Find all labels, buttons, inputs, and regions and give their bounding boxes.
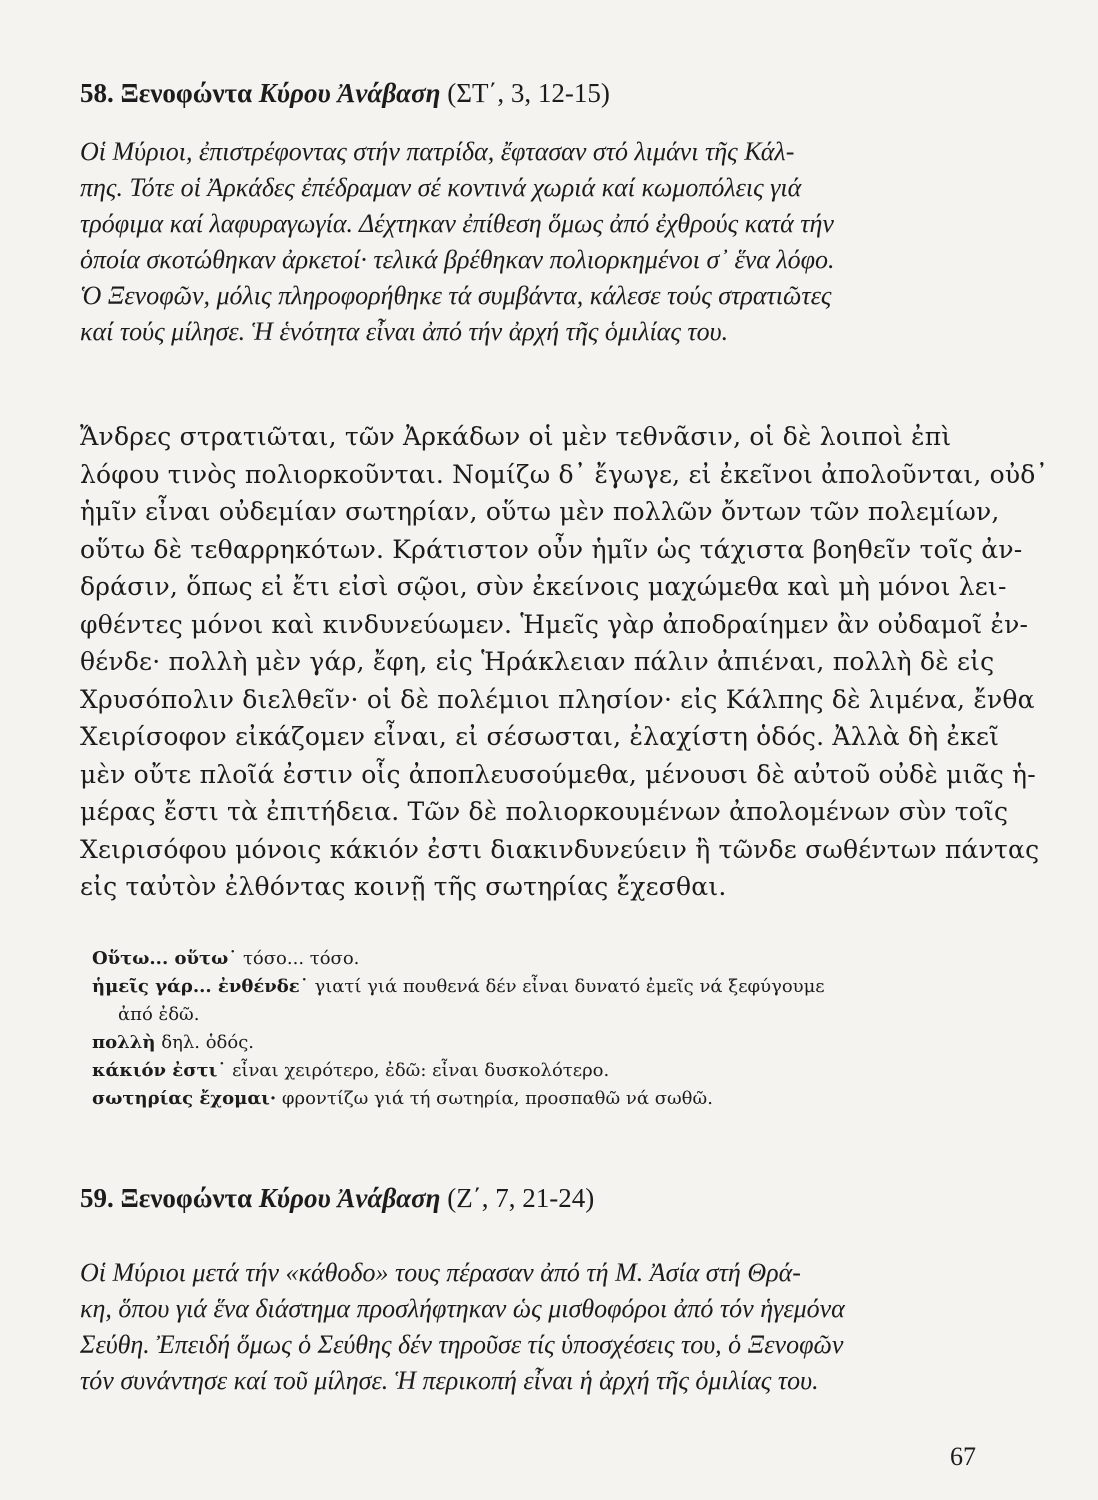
glossary-note (92, 973, 992, 1001)
intro-line: τόν συνάντησε καί τοῦ μίλησε. Ἡ περικοπή εἶναι ἡ ἀρχή τῆς ὁμιλίας του. (80, 1366, 819, 1395)
greek-text-line: θένδε· πολλὴ μὲν γάρ, ἔφη, εἰς Ἡράκλειαν πάλιν ἀπιέναι, πολλὴ δὲ εἰς (80, 647, 995, 676)
intro-line: κη, ὅπου γιά ἕνα διάστημα προσλήφτηκαν ὡς μισθοφόροι ἀπό τόν ἡγεμόνα (80, 1294, 845, 1323)
section-59-introduction (80, 1255, 980, 1399)
section-59-work: Κύρου Ἀνάβαση (258, 1183, 441, 1213)
intro-line: πης. Τότε οἱ Ἀρκάδες ἐπέδραμαν σέ κοντινά χωριά καί κωμοπόλεις γιά (80, 173, 802, 202)
greek-text-line: Ἄνδρες στρατιῶται, τῶν Ἀρκάδων οἱ μὲν τεθνᾶσιν, οἱ δὲ λοιποὶ ἐπὶ (80, 422, 952, 451)
glossary-note (92, 1057, 992, 1085)
glossary-term: σωτηρίας ἔχομαι· (92, 1088, 277, 1109)
glossary-gloss: φροντίζω γιά τή σωτηρία, προσπαθῶ νά σωθῶ. (276, 1088, 713, 1109)
section-59-heading (80, 1183, 594, 1214)
glossary-gloss: τόσο... τόσο. (237, 948, 360, 969)
greek-text-line: φθέντες μόνοι καὶ κινδυνεύωμεν. Ἡμεῖς γὰρ ἀποδραίημεν ἂν οὐδαμοῖ ἐν- (80, 609, 1029, 639)
greek-text-line: δράσιν, ὅπως εἰ ἔτι εἰσὶ σῷοι, σὺν ἐκείνοις μαχώμεθα καὶ μὴ μόνοι λει- (80, 572, 1007, 601)
section-58-reference: (ΣΤ΄, 3, 12-15) (447, 78, 610, 108)
glossary-gloss: δηλ. ὁδός. (155, 1032, 255, 1053)
intro-line: τρόφιμα καί λαφυραγωγία. Δέχτηκαν ἐπίθεση ὅμως ἀπό ἐχθρούς κατά τήν (80, 209, 834, 238)
glossary-term: Οὕτω... οὕτω˙ (92, 948, 238, 969)
section-58-greek-text (80, 418, 1049, 906)
section-58-number: 58. (80, 78, 114, 108)
intro-line: Σεύθη. Ἐπειδή ὅμως ὁ Σεύθης δέν τηροῦσε τίς ὑποσχέσεις του, ὁ Ξενοφῶν (80, 1330, 844, 1359)
greek-text-line: εἰς ταὐτὸν ἐλθόντας κοινῇ τῆς σωτηρίας ἔχεσθαι. (80, 872, 727, 901)
section-58-introduction (80, 134, 980, 350)
greek-text-line: μέρας ἔστι τὰ ἐπιτήδεια. Τῶν δὲ πολιορκουμένων ἀπολομένων σὺν τοῖς (80, 797, 1009, 826)
greek-text-line: Χειρισόφου μόνοις κάκιόν ἐστι διακινδυνεύειν ἢ τῶνδε σωθέντων πάντας (80, 834, 1040, 864)
greek-text-line: Χρυσόπολιν διελθεῖν· οἱ δὲ πολέμιοι πλησίον· εἰς Κάλπης δὲ λιμένα, ἔνθα (80, 684, 1035, 714)
section-59-reference: (Ζ΄, 7, 21-24) (447, 1183, 595, 1213)
glossary-note (92, 945, 992, 973)
section-58-heading (80, 78, 610, 109)
glossary-gloss: ἀπό ἐδῶ. (118, 1004, 200, 1025)
glossary-gloss: εἶναι χειρότερο, ἐδῶ: εἶναι δυσκολότερο. (226, 1060, 610, 1081)
greek-text-line: Χειρίσοφον εἰκάζομεν εἶναι, εἰ σέσωσται, ἐλαχίστη ὁδός. Ἀλλὰ δὴ ἐκεῖ (80, 722, 1000, 751)
glossary-term: πολλὴ (92, 1032, 156, 1053)
greek-text-line: λόφου τινὸς πολιορκοῦνται. Νομίζω δ᾽ ἔγωγε, εἰ ἐκεῖνοι ἀπολοῦνται, οὐδ᾽ (80, 459, 1049, 489)
greek-text-line: ἡμῖν εἶναι οὐδεμίαν σωτηρίαν, οὕτω μὲν πολλῶν ὄντων τῶν πολεμίων, (80, 497, 1000, 526)
intro-line: Ὁ Ξενοφῶν, μόλις πληροφορήθηκε τά συμβάντα, κάλεσε τούς στρατιῶτες (80, 281, 832, 310)
greek-text-line: μὲν οὔτε πλοῖά ἐστιν οἷς ἀποπλευσούμεθα, μένουσι δὲ αὐτοῦ οὐδὲ μιᾶς ἡ- (80, 759, 1036, 789)
glossary-gloss: γιατί γιά πουθενά δέν εἶναι δυνατό ἐμεῖς νά ξεφύγουμε (308, 976, 825, 997)
intro-line: Οἱ Μύριοι, ἐπιστρέφοντας στήν πατρίδα, ἔφτασαν στό λιμάνι τῆς Κάλ- (80, 137, 795, 166)
greek-text-line: οὕτω δὲ τεθαρρηκότων. Κράτιστον οὖν ἡμῖν ὡς τάχιστα βοηθεῖν τοῖς ἀν- (80, 534, 1023, 564)
intro-line: Οἱ Μύριοι μετά τήν «κάθοδο» τους πέρασαν ἀπό τή Μ. Ἀσία στή Θρά- (80, 1258, 801, 1287)
glossary-note (92, 1085, 992, 1113)
glossary-term: ἡμεῖς γάρ... ἐνθένδε˙ (92, 976, 309, 997)
glossary-note (92, 1029, 992, 1057)
section-58-glossary (92, 945, 992, 1113)
page-number: 67 (950, 1442, 976, 1471)
section-58-author: Ξενοφώντα (120, 78, 253, 108)
section-58-work: Κύρου Ἀνάβαση (258, 78, 441, 108)
intro-line: ὁποία σκοτώθηκαν ἀρκετοί· τελικά βρέθηκαν πολιορκημένοι σ᾽ ἕνα λόφο. (80, 245, 835, 274)
section-59-number: 59. (80, 1183, 114, 1213)
glossary-note-continuation (92, 1001, 992, 1029)
section-59-author: Ξενοφώντα (120, 1183, 253, 1213)
glossary-term: κάκιόν ἐστι˙ (92, 1060, 227, 1081)
intro-line: καί τούς μίλησε. Ἡ ἑνότητα εἶναι ἀπό τήν ἀρχή τῆς ὁμιλίας του. (80, 317, 729, 346)
